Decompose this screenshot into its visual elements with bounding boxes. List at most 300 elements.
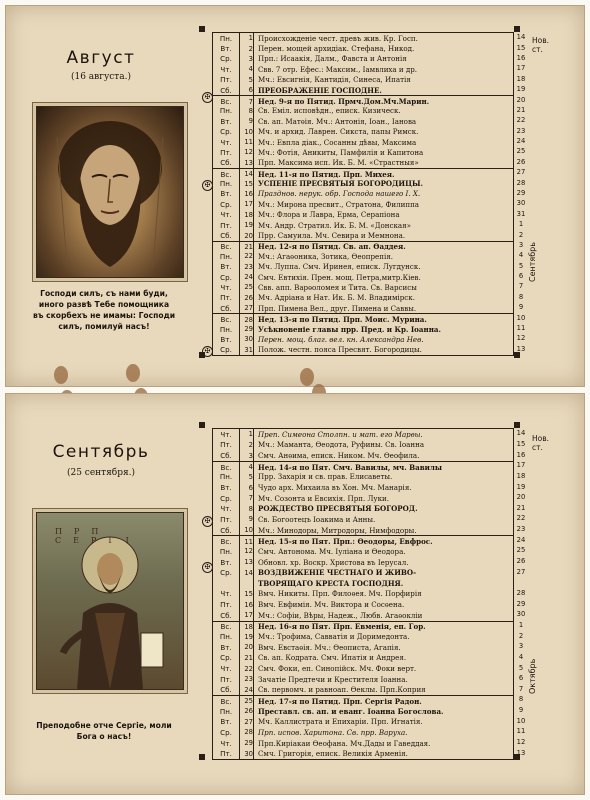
calendar-row xyxy=(213,116,513,126)
weekday: Пн. xyxy=(219,472,233,482)
calendar-row xyxy=(213,674,513,685)
month-title: Август xyxy=(66,48,136,68)
new-style-day: 1 xyxy=(518,220,524,229)
saint-entry: Мч.: Минодоры, Митродоры, Нимфодоры. xyxy=(258,525,417,535)
weekday: Пн. xyxy=(219,179,233,189)
motto-line: Господи силъ, съ нами буди, xyxy=(40,289,168,298)
calendar-row xyxy=(213,631,513,642)
weekday: Вс. xyxy=(220,696,232,706)
saint-entry: Свв. апп. Варѳоломея и Тита. Св. Варсисы xyxy=(258,282,417,292)
new-style-day: 3 xyxy=(518,240,524,249)
calendar-row xyxy=(213,567,513,578)
saint-entry: ВОЗДВИЖЕНІЕ ЧЕСТНАГО И ЖИВО- xyxy=(258,568,417,578)
new-style-day: 4 xyxy=(518,251,524,260)
new-style-day: 19 xyxy=(516,85,526,94)
saint-entry: Мч. Адріана и Нат. Ик. Б. М. Владимірск. xyxy=(258,293,415,303)
day-number: 25 xyxy=(244,283,253,292)
calendar-row xyxy=(213,546,513,557)
calendar-row xyxy=(213,706,513,717)
new-style-day: 13 xyxy=(516,748,526,757)
vertical-month-label: Октябрь xyxy=(528,658,537,694)
new-style-day: 17 xyxy=(516,64,526,73)
weekday: Пн. xyxy=(219,324,233,334)
saint-entry: Мч. Каллистрата и Епихаріи. Прп. Игнатія. xyxy=(258,717,423,727)
cross-marker-icon: ✠ xyxy=(202,92,213,103)
motto xyxy=(18,720,190,742)
day-number: 20 xyxy=(244,643,253,652)
motto-line: силъ, помилуй насъ! xyxy=(58,322,150,331)
day-number: 23 xyxy=(244,675,253,684)
new-style-day: 16 xyxy=(516,450,526,459)
saint-entry: Прп. испов. Харитона. Св. прр. Варуха. xyxy=(258,727,408,737)
cross-marker-icon: ✠ xyxy=(202,516,213,527)
saint-entry: Мч.: Маманта, Ѳеодота, Руфины. Св. Іоанна xyxy=(258,440,425,450)
new-style-day: 2 xyxy=(518,631,524,640)
weekday: Ср. xyxy=(220,493,232,503)
new-style-day: 30 xyxy=(516,610,526,619)
day-number: 2 xyxy=(248,440,253,449)
weekday: Ср. xyxy=(220,127,232,137)
weekday: Сб. xyxy=(220,610,232,620)
calendar-row xyxy=(213,504,513,515)
weekday: Вс. xyxy=(220,622,232,632)
new-style-day: 25 xyxy=(516,147,526,156)
motto-line: Бога о насъ! xyxy=(76,732,132,741)
weekday: Сб. xyxy=(220,85,232,95)
calendar-row xyxy=(213,272,513,282)
day-number: 7 xyxy=(248,494,253,503)
new-style-day: 4 xyxy=(518,652,524,661)
calendar-row xyxy=(213,43,513,53)
calendar-row xyxy=(213,220,513,230)
august-calendar-table xyxy=(212,32,514,356)
weekday: Чт. xyxy=(220,137,232,147)
new-style-day: 6 xyxy=(518,674,524,683)
weekday: Пт. xyxy=(220,293,232,303)
cross-marker-icon: ✠ xyxy=(202,180,213,191)
saint-entry: Полож. честн. пояса Пресвят. Богородицы. xyxy=(258,345,422,355)
calendar-row xyxy=(213,663,513,674)
calendar-row xyxy=(213,345,513,355)
new-style-day: 10 xyxy=(516,716,526,725)
calendar-row xyxy=(213,324,513,334)
day-number: 20 xyxy=(244,231,253,240)
new-style-day: 21 xyxy=(516,503,526,512)
saint-entry: Преставл. св. ап. и еванг. Іоанна Богослова. xyxy=(258,706,444,716)
day-number: 8 xyxy=(248,106,253,115)
weekday: Чт. xyxy=(220,589,232,599)
icon-inscription: ПРП СЕРГІ xyxy=(55,527,141,545)
new-style-day: 5 xyxy=(518,663,524,672)
august-left-column xyxy=(6,6,196,386)
calendar-row xyxy=(213,199,513,209)
saint-entry: Мч. и архид. Лаврен. Сикста, папы Римск. xyxy=(258,127,419,137)
weekday: Сб. xyxy=(220,231,232,241)
calendar-row xyxy=(213,178,513,188)
day-number: 10 xyxy=(244,127,253,136)
new-style-day: 27 xyxy=(516,168,526,177)
weekday: Ср. xyxy=(220,568,232,578)
day-number: 5 xyxy=(248,472,253,481)
new-style-day: 28 xyxy=(516,178,526,187)
day-number: 22 xyxy=(244,664,253,673)
new-style-day: 26 xyxy=(516,557,526,566)
day-number: 21 xyxy=(244,653,253,662)
saint-entry: Прп.: Исаакія, Далм., Фавста и Антонія xyxy=(258,54,407,64)
new-style-day: 30 xyxy=(516,199,526,208)
day-number: 12 xyxy=(244,547,253,556)
calendar-row xyxy=(213,727,513,738)
day-number: 17 xyxy=(244,611,253,620)
day-number: 31 xyxy=(244,345,253,354)
calendar-row xyxy=(213,158,513,168)
calendar-row xyxy=(213,429,513,440)
calendar-row xyxy=(213,748,513,759)
saint-entry: Нед. 17-я по Пятид. Прп. Сергія Радон. xyxy=(258,696,422,706)
saint-entry: Нед. 13-я по Пятид. Прп. Моис. Мурина. xyxy=(258,315,427,325)
saint-entry: Мч.: Агаѳоника, Зотика, Ѳеопрепія. xyxy=(258,251,393,261)
saint-entry: Мч.: Мирона пресвит., Стратона, Филиппа xyxy=(258,199,420,209)
new-style-day: 22 xyxy=(516,514,526,523)
calendar-row xyxy=(213,610,513,621)
saint-entry: Празднов. нерук. обр. Господа нашего І. Х. xyxy=(258,189,421,199)
weekday: Чт. xyxy=(220,429,232,439)
weekday: Сб. xyxy=(220,451,232,461)
calendar-row xyxy=(213,126,513,136)
new-style-day: 2 xyxy=(518,230,524,239)
weekday: Пн. xyxy=(219,106,233,116)
new-style-day: 19 xyxy=(516,482,526,491)
new-style-day: 6 xyxy=(518,272,524,281)
new-style-day: 7 xyxy=(518,282,524,291)
saint-entry: Нед. 15-я по Пят. Прп.: Ѳеодоры, Евфрос. xyxy=(258,537,433,547)
motto-line: Преподобне отче Сергіе, моли xyxy=(36,721,172,730)
saint-entry: Св. Богоотецъ Іоакима и Анны. xyxy=(258,514,376,524)
weekday: Вт. xyxy=(220,116,232,126)
calendar-row xyxy=(213,334,513,344)
saint-entry: ПРЕОБРАЖЕНІЕ ГОСПОДНЕ. xyxy=(258,85,382,95)
weekday: Чт. xyxy=(220,504,232,514)
day-number: 7 xyxy=(248,97,253,106)
day-number: 4 xyxy=(248,463,253,472)
calendar-row xyxy=(213,85,513,95)
calendar-row xyxy=(213,482,513,493)
saint-entry: Обновл. хр. Воскр. Христова въ Іерусал. xyxy=(258,557,409,567)
weekday: Вс. xyxy=(220,537,232,547)
weekday: Сб. xyxy=(220,525,232,535)
weekday: Пн. xyxy=(219,706,233,716)
new-style-day: 24 xyxy=(516,535,526,544)
weekday: Пт. xyxy=(220,440,232,450)
new-style-note xyxy=(532,36,549,54)
weekday: Вт. xyxy=(220,44,232,54)
saint-entry: Свв. 7 отр. Ефес.: Максим., Іамвлиха и др. xyxy=(258,64,418,74)
weekday: Вс. xyxy=(220,242,232,252)
note-line: Нов. xyxy=(532,36,550,45)
day-number: 22 xyxy=(244,252,253,261)
day-number: 24 xyxy=(244,273,253,282)
weekday: Ср. xyxy=(220,345,232,355)
new-style-day: 28 xyxy=(516,589,526,597)
day-number: 28 xyxy=(244,728,253,737)
calendar-row xyxy=(213,147,513,157)
calendar-row xyxy=(213,106,513,116)
day-number: 26 xyxy=(244,707,253,716)
new-style-day: 7 xyxy=(518,684,524,693)
calendar-row xyxy=(213,653,513,664)
new-style-day: 12 xyxy=(516,334,526,343)
saint-entry: Чудо арх. Михаила въ Хон. Мч. Манарія. xyxy=(258,483,412,493)
day-number: 3 xyxy=(248,54,253,63)
saint-entry: Мч. Луппа. Смч. Иринея, еписк. Лугдунск. xyxy=(258,262,421,272)
day-number: 16 xyxy=(244,189,253,198)
calendar-row xyxy=(213,642,513,653)
saint-entry: Преп. Симеона Столпн. и мат. его Марѳы. xyxy=(258,429,423,439)
saint-entry: Мч.: Евпла діак., Сосанны дѣвы, Максима xyxy=(258,137,417,147)
day-number: 6 xyxy=(248,483,253,492)
calendar-row xyxy=(213,493,513,504)
saint-entry: Нед. 12-я по Пятид. Св. ап. Ѳаддея. xyxy=(258,242,406,252)
new-style-day: 15 xyxy=(516,43,526,52)
weekday: Пт. xyxy=(220,749,232,759)
september-page xyxy=(5,393,585,795)
weekday: Пн. xyxy=(219,546,233,556)
new-style-day: 24 xyxy=(516,137,526,146)
day-number: 19 xyxy=(244,221,253,230)
calendar-row xyxy=(213,262,513,272)
cross-marker-icon: ✠ xyxy=(202,346,213,357)
day-number: 30 xyxy=(244,335,253,344)
saint-entry: Смч. Григорія, еписк. Великія Арменія. xyxy=(258,749,408,759)
weekday: Вт. xyxy=(220,334,232,344)
new-style-day: 9 xyxy=(518,706,524,715)
day-number: 29 xyxy=(244,325,253,334)
new-style-day: 18 xyxy=(516,471,526,480)
day-number: 1 xyxy=(248,34,253,43)
day-number: 2 xyxy=(248,44,253,53)
saint-entry: Нед. 11-я по Пятид. Прп. Михея. xyxy=(258,169,395,179)
weekday: Чт. xyxy=(220,282,232,292)
day-number: 25 xyxy=(244,697,253,706)
saint-entry: Смч. Автонома. Мч. Іуліана и Ѳеодора. xyxy=(258,546,406,556)
weekday: Чт. xyxy=(220,738,232,748)
saint-entry: Вмч. Евфимія. Мч. Виктора и Сосѳена. xyxy=(258,600,405,610)
weekday: Вт. xyxy=(220,189,232,199)
vertical-month-label: Сентябрь xyxy=(528,242,537,282)
day-number: 5 xyxy=(248,75,253,84)
day-number: 14 xyxy=(244,568,253,577)
motto-line: иного развѣ Тебе помощника xyxy=(38,300,170,309)
saint-entry: Зачатіе Предтечи и Крестителя Іоанна. xyxy=(258,674,408,684)
saint-entry: Мч.: Трофима, Савватія и Доримедонта. xyxy=(258,632,410,642)
saint-entry: Св. первомч. и равноап. Ѳеклы. Прп.Коприя xyxy=(258,685,426,695)
calendar-row xyxy=(213,514,513,525)
new-style-day: 15 xyxy=(516,439,526,448)
weekday: Пт. xyxy=(220,514,232,524)
day-number: 21 xyxy=(244,242,253,251)
icon-image-sergius xyxy=(36,512,184,690)
saint-entry: УСПЕНІЕ ПРЕСВЯТЫЯ БОГОРОДИЦЫ. xyxy=(258,179,423,189)
corner-mark xyxy=(199,26,205,32)
new-style-day: 16 xyxy=(516,53,526,62)
new-style-day: 25 xyxy=(516,546,526,555)
weekday: Чт. xyxy=(220,664,232,673)
saint-entry: Нед. 16-я по Пят. Прп. Евменія, еп. Гор. xyxy=(258,622,426,632)
new-style-day: 12 xyxy=(516,738,526,747)
september-left-column xyxy=(6,394,196,794)
motto-line: въ скорбехъ не имамы: Господи xyxy=(32,311,176,320)
saint-entry: Св. ап. Матѳія. Мч.: Антонія, Іоан., Іанова xyxy=(258,116,417,126)
calendar-row xyxy=(213,210,513,220)
new-style-day: 27 xyxy=(516,567,526,576)
day-number: 28 xyxy=(244,315,253,324)
saint-entry: Смч. Евтихія. Прен. мощ. Петра,митр.Кіев. xyxy=(258,272,421,282)
new-style-day: 17 xyxy=(516,461,526,470)
saint-entry: Прр. Захарія и св. прав. Елисаветы. xyxy=(258,472,393,482)
day-number: 16 xyxy=(244,600,253,609)
day-number: 8 xyxy=(248,504,253,513)
icon-image-not-made-by-hands xyxy=(36,106,184,278)
weekday: Ср. xyxy=(220,199,232,209)
day-number: 13 xyxy=(244,158,253,167)
new-style-day: 22 xyxy=(516,116,526,125)
calendar-row xyxy=(213,54,513,64)
new-style-day: 23 xyxy=(516,126,526,135)
weekday: Ср. xyxy=(220,653,232,663)
corner-mark xyxy=(199,754,205,760)
weekday: Пт. xyxy=(220,147,232,157)
new-style-dates xyxy=(514,428,528,758)
saint-entry: Мч. Андр. Стратил. Ик. Б. М. «Донская» xyxy=(258,220,411,230)
saint-entry: Вмч. Никиты. Прп. Филоѳея. Мч. Порфирія xyxy=(258,589,422,599)
weekday: Ср. xyxy=(220,272,232,282)
saint-entry: Прп. Максима исп. Ик. Б. М. «Страстныя» xyxy=(258,158,419,168)
new-style-day: 18 xyxy=(516,74,526,83)
new-style-day: 8 xyxy=(518,292,524,301)
weekday: Чт. xyxy=(220,64,232,74)
new-style-day: 8 xyxy=(518,695,524,704)
new-style-note xyxy=(532,434,549,452)
saint-entry: Прп.Киріакаи Ѳеофана. Мч.Дады и Гаведдая. xyxy=(258,738,431,748)
calendar-row xyxy=(213,738,513,749)
month-title: Сентябрь xyxy=(52,442,150,462)
weekday: Пт. xyxy=(220,600,232,610)
day-number: 10 xyxy=(244,526,253,535)
calendar-row xyxy=(213,450,513,461)
new-style-day: 11 xyxy=(516,727,526,736)
saint-entry: Мч.: Фотія, Аникиты, Памфилія и Капитона xyxy=(258,147,424,157)
weekday: Пт. xyxy=(220,674,232,684)
savior-face-icon xyxy=(37,107,183,277)
note-line: ст. xyxy=(532,45,543,54)
day-number: 29 xyxy=(244,739,253,748)
calendar-row xyxy=(213,189,513,199)
saint-entry: Смч. Анѳима, еписк. Ником. Мч. Ѳеофила. xyxy=(258,451,420,461)
weekday: Пн. xyxy=(219,33,233,43)
new-style-day: 23 xyxy=(516,525,526,534)
note-line: ст. xyxy=(532,443,543,452)
weekday: Вт. xyxy=(220,483,232,493)
day-number: 18 xyxy=(244,210,253,219)
day-number: 19 xyxy=(244,632,253,641)
new-style-day: 3 xyxy=(518,642,524,651)
calendar-row xyxy=(213,282,513,292)
new-style-day: 13 xyxy=(516,344,526,353)
day-number: 15 xyxy=(244,589,253,598)
new-style-dates xyxy=(514,32,528,354)
day-number: 24 xyxy=(244,685,253,694)
day-number: 13 xyxy=(244,558,253,567)
saint-entry: Мч.: Евсигнія, Кантидія, Синеса, Ипатія xyxy=(258,75,411,85)
calendar-row xyxy=(213,440,513,451)
weekday: Вт. xyxy=(220,557,232,567)
calendar-row xyxy=(213,137,513,147)
saint-entry: Мч.: Флора и Лавра, Ерма, Серапіона xyxy=(258,210,400,220)
new-style-day: 21 xyxy=(516,105,526,114)
calendar-row xyxy=(213,33,513,43)
calendar-row xyxy=(213,75,513,85)
day-number: 30 xyxy=(244,749,253,758)
weekday: Пн. xyxy=(219,251,233,261)
day-number: 12 xyxy=(244,148,253,157)
day-number: 15 xyxy=(244,179,253,188)
weekday: Вт. xyxy=(220,642,232,652)
new-style-day: 31 xyxy=(516,209,526,218)
calendar-row xyxy=(213,251,513,261)
day-number: 9 xyxy=(248,515,253,524)
new-style-day: 14 xyxy=(516,33,526,42)
new-style-day: 10 xyxy=(516,313,526,322)
saint-entry: Св. ап. Кодрата. Смч. Ипатія и Андрея. xyxy=(258,653,407,663)
corner-mark xyxy=(199,422,205,428)
calendar-row xyxy=(213,557,513,568)
calendar-row xyxy=(213,472,513,483)
cross-marker-icon: ✠ xyxy=(202,562,213,573)
day-number: 14 xyxy=(244,170,253,179)
day-number: 3 xyxy=(248,451,253,460)
saint-entry: Нед. 14-я по Пят. Смч. Вавилы, мч. Вавилы xyxy=(258,462,443,472)
motto xyxy=(18,288,190,332)
saint-entry: Происхожденіе чест. древъ жив. Кр. Госп. xyxy=(258,33,418,43)
saint-entry: Нед. 9-я по Пятид. Прмч.Дом.Мч.Марин. xyxy=(258,97,430,106)
weekday: Ср. xyxy=(220,727,232,737)
day-number: 11 xyxy=(244,138,253,147)
weekday: Пт. xyxy=(220,75,232,85)
weekday: Вс. xyxy=(220,315,232,325)
new-style-day: 11 xyxy=(516,324,526,333)
new-style-day: 20 xyxy=(516,95,526,104)
september-calendar-table xyxy=(212,428,514,760)
saint-entry: Св. Еміл. исповѣдн., еписк. Кизическ. xyxy=(258,106,401,116)
saint-entry: Перен. мощ. благ. вел. кн. Александра Нев. xyxy=(258,334,424,344)
calendar-row xyxy=(213,578,513,589)
saint-entry: РОЖДЕСТВО ПРЕСВЯТЫЯ БОГОРОД. xyxy=(258,504,418,514)
note-line: Нов. xyxy=(532,434,550,443)
weekday: Ср. xyxy=(220,54,232,64)
saint-entry: Мч. Созонта и Евсихія. Прп. Луки. xyxy=(258,493,390,503)
new-style-day: 26 xyxy=(516,157,526,166)
feast-date: (25 сентября.) xyxy=(66,468,136,478)
new-style-day: 20 xyxy=(516,493,526,502)
saint-entry: Мч.: Софіи, Вѣры, Надеж., Любв. Агаѳокліи xyxy=(258,610,423,620)
weekday: Вс. xyxy=(220,169,232,179)
weekday: Сб. xyxy=(220,158,232,168)
weekday: Пн. xyxy=(219,632,233,642)
day-number: 23 xyxy=(244,262,253,271)
day-number: 27 xyxy=(244,717,253,726)
weekday: Вт. xyxy=(220,262,232,272)
day-number: 17 xyxy=(244,200,253,209)
